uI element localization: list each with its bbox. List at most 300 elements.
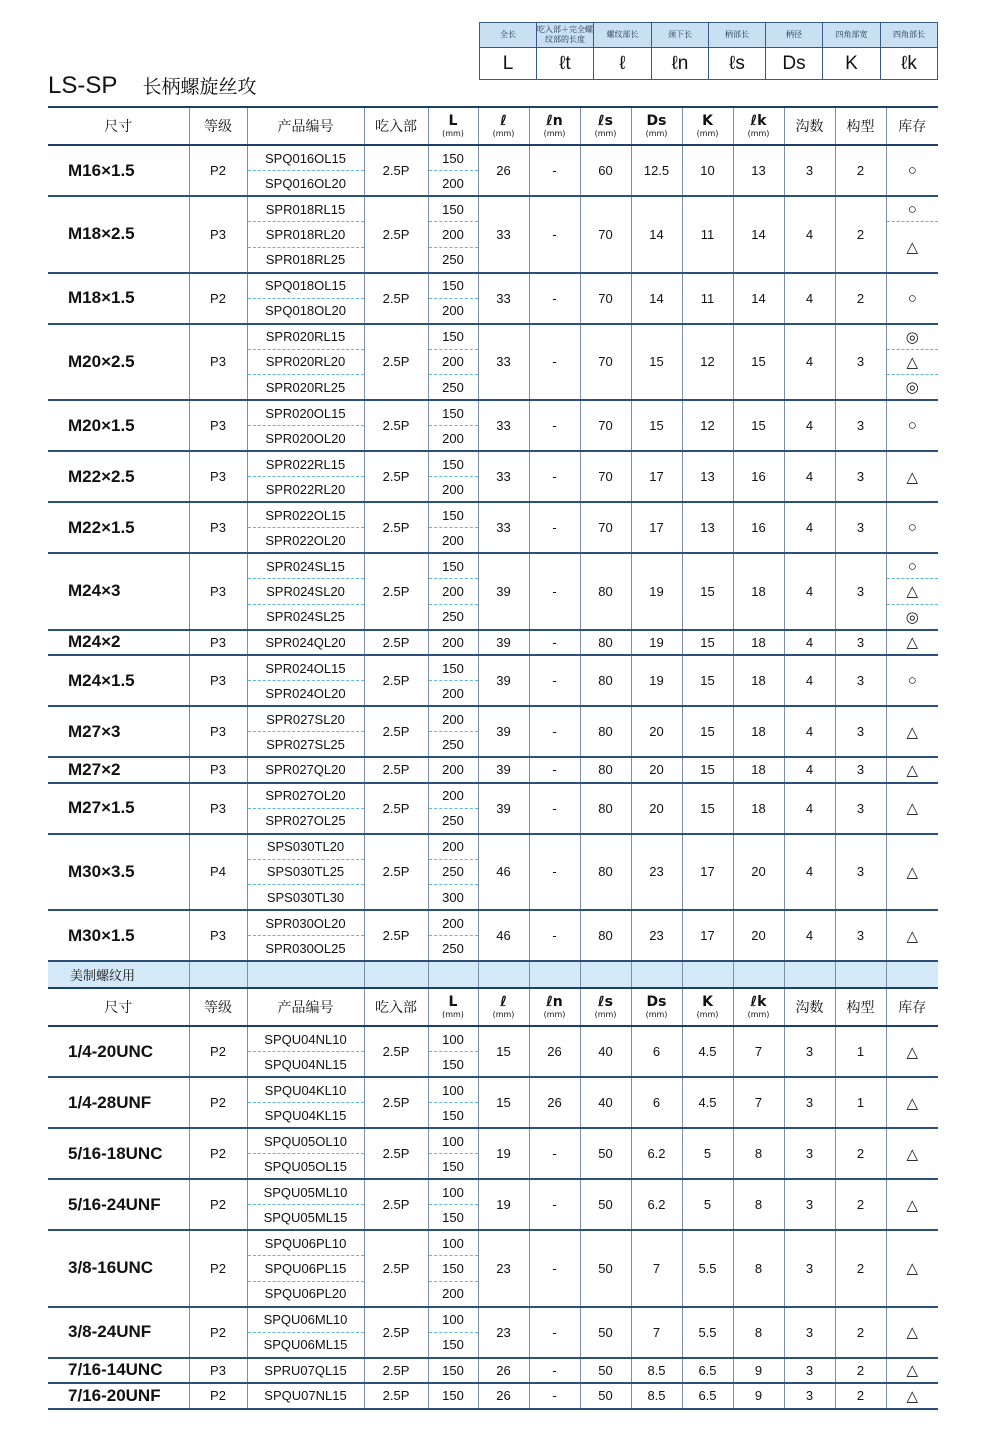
spec-type-cell: 2 <box>835 273 886 324</box>
length-cell: 150 <box>428 1103 478 1129</box>
column-header <box>733 107 784 145</box>
chamfer-cell: 2.5P <box>364 783 428 834</box>
grade-cell: P3 <box>189 783 247 834</box>
spec-flutes-cell: 4 <box>784 834 835 911</box>
spec-flutes-cell: 4 <box>784 783 835 834</box>
chamfer-cell: 2.5P <box>364 1026 428 1077</box>
product-code-cell: SPQ018OL15 <box>247 273 364 299</box>
spec-ds-cell: 8.5 <box>631 1383 682 1409</box>
length-cell: 150 <box>428 400 478 426</box>
spec-type-cell: 1 <box>835 1077 886 1128</box>
spec-lk-cell: 18 <box>733 655 784 706</box>
stock-cell: △ <box>886 1383 938 1409</box>
length-cell: 200 <box>428 757 478 783</box>
legend-label: 吃入部＋完全螺纹部的长度 <box>537 23 594 48</box>
spec-flutes-cell: 3 <box>784 1179 835 1230</box>
legend-label: 颈下长 <box>652 23 709 48</box>
column-unit: (mm) <box>696 1010 719 1019</box>
grade-cell: P3 <box>189 1358 247 1384</box>
product-code-cell: SPQU05OL10 <box>247 1128 364 1154</box>
grade-cell: P3 <box>189 324 247 401</box>
column-symbol: ℓ <box>500 994 507 1010</box>
length-cell: 150 <box>428 1154 478 1180</box>
column-header <box>631 107 682 145</box>
spec-ln-cell: - <box>529 1307 580 1358</box>
column-header <box>580 107 631 145</box>
column-header <box>733 988 784 1026</box>
column-header: 等级 <box>189 107 247 145</box>
column-unit: (mm) <box>645 129 668 138</box>
length-cell: 150 <box>428 273 478 299</box>
grade-cell: P3 <box>189 196 247 273</box>
length-cell: 150 <box>428 145 478 171</box>
product-code-cell: SPQU04NL15 <box>247 1052 364 1078</box>
spec-ls-cell: 70 <box>580 451 631 502</box>
product-code-cell: SPQU06PL10 <box>247 1230 364 1256</box>
grade-cell: P2 <box>189 145 247 196</box>
column-symbol: K <box>702 113 713 129</box>
spec-ls-cell: 50 <box>580 1307 631 1358</box>
spec-type-cell: 3 <box>835 324 886 401</box>
stock-cell: △ <box>886 451 938 502</box>
spec-ln-cell: 26 <box>529 1026 580 1077</box>
product-code-cell: SPQU06ML15 <box>247 1332 364 1358</box>
spec-lk-cell: 8 <box>733 1128 784 1179</box>
grade-cell: P2 <box>189 1230 247 1307</box>
product-code-cell: SPQU04NL10 <box>247 1026 364 1052</box>
product-code-cell: SPR024SL15 <box>247 553 364 579</box>
spec-ln-cell: - <box>529 145 580 196</box>
size-cell: M16×1.5 <box>48 145 189 196</box>
product-code-cell: SPS030TL20 <box>247 834 364 860</box>
length-cell: 250 <box>428 375 478 401</box>
stock-cell: △ <box>886 757 938 783</box>
size-cell: M27×2 <box>48 757 189 783</box>
spec-type-cell: 3 <box>835 910 886 961</box>
length-cell: 200 <box>428 681 478 707</box>
grade-cell: P2 <box>189 1179 247 1230</box>
spec-ls-cell: 70 <box>580 196 631 273</box>
length-cell: 100 <box>428 1026 478 1052</box>
product-code-cell: SPQU06ML10 <box>247 1307 364 1333</box>
subtitle-fill <box>247 961 364 988</box>
product-name: 长柄螺旋丝攻 <box>142 76 257 98</box>
stock-cell: △ <box>886 1179 938 1230</box>
spec-l-cell: 23 <box>478 1307 529 1358</box>
spec-ls-cell: 80 <box>580 706 631 757</box>
product-code-cell: SPR018RL25 <box>247 247 364 273</box>
spec-l-cell: 33 <box>478 324 529 401</box>
product-code-cell: SPQU05OL15 <box>247 1154 364 1180</box>
spec-ls-cell: 50 <box>580 1128 631 1179</box>
spec-ds-cell: 19 <box>631 630 682 656</box>
column-symbol: ℓs <box>598 113 613 129</box>
column-header: 库存 <box>886 107 938 145</box>
stock-cell: △ <box>886 783 938 834</box>
spec-flutes-cell: 4 <box>784 502 835 553</box>
length-cell: 200 <box>428 298 478 324</box>
table-row <box>48 783 938 809</box>
stock-cell: △ <box>886 222 938 273</box>
table-row <box>48 1307 938 1333</box>
column-symbol: ℓk <box>750 113 767 129</box>
spec-ds-cell: 23 <box>631 834 682 911</box>
spec-ln-cell: - <box>529 630 580 656</box>
spec-lk-cell: 18 <box>733 706 784 757</box>
table-row <box>48 451 938 477</box>
size-cell: M18×1.5 <box>48 273 189 324</box>
product-code-cell: SPR020RL15 <box>247 324 364 350</box>
size-cell: M18×2.5 <box>48 196 189 273</box>
chamfer-cell: 2.5P <box>364 451 428 502</box>
chamfer-cell: 2.5P <box>364 910 428 961</box>
size-cell: M27×1.5 <box>48 783 189 834</box>
spec-k-cell: 15 <box>682 630 733 656</box>
product-code-cell: SPQU07NL15 <box>247 1383 364 1409</box>
spec-flutes-cell: 4 <box>784 630 835 656</box>
spec-flutes-cell: 3 <box>784 1307 835 1358</box>
spec-k-cell: 15 <box>682 655 733 706</box>
chamfer-cell: 2.5P <box>364 1128 428 1179</box>
length-cell: 200 <box>428 477 478 503</box>
spec-ds-cell: 15 <box>631 324 682 401</box>
legend-symbol: L <box>480 48 537 80</box>
spec-l-cell: 19 <box>478 1179 529 1230</box>
spec-flutes-cell: 3 <box>784 145 835 196</box>
product-code-cell: SPR027SL20 <box>247 706 364 732</box>
column-header <box>529 988 580 1026</box>
product-code-cell: SPQU05ML15 <box>247 1205 364 1231</box>
spec-flutes-cell: 4 <box>784 655 835 706</box>
size-cell: M22×1.5 <box>48 502 189 553</box>
product-code-cell: SPR024QL20 <box>247 630 364 656</box>
length-cell: 200 <box>428 426 478 452</box>
product-code-cell: SPQU04KL10 <box>247 1077 364 1103</box>
legend-label: 四角部宽 <box>823 23 881 48</box>
length-cell: 150 <box>428 1358 478 1384</box>
spec-ln-cell: - <box>529 324 580 401</box>
spec-k-cell: 15 <box>682 706 733 757</box>
length-cell: 200 <box>428 528 478 554</box>
column-header: 等级 <box>189 988 247 1026</box>
spec-flutes-cell: 4 <box>784 273 835 324</box>
size-cell: M20×2.5 <box>48 324 189 401</box>
legend-symbol: K <box>823 48 881 80</box>
chamfer-cell: 2.5P <box>364 1230 428 1307</box>
spec-ds-cell: 12.5 <box>631 145 682 196</box>
spec-type-cell: 3 <box>835 553 886 630</box>
length-cell: 100 <box>428 1077 478 1103</box>
size-cell: M27×3 <box>48 706 189 757</box>
chamfer-cell: 2.5P <box>364 757 428 783</box>
spec-lk-cell: 14 <box>733 273 784 324</box>
spec-ds-cell: 14 <box>631 196 682 273</box>
spec-lk-cell: 16 <box>733 502 784 553</box>
table-row <box>48 1383 938 1409</box>
spec-k-cell: 4.5 <box>682 1026 733 1077</box>
product-code-cell: SPS030TL30 <box>247 885 364 911</box>
column-header: 产品编号 <box>247 988 364 1026</box>
spec-flutes-cell: 4 <box>784 196 835 273</box>
spec-l-cell: 33 <box>478 451 529 502</box>
product-code-cell: SPR020RL25 <box>247 375 364 401</box>
stock-cell: △ <box>886 1358 938 1384</box>
length-cell: 100 <box>428 1128 478 1154</box>
spec-l-cell: 39 <box>478 783 529 834</box>
spec-k-cell: 5.5 <box>682 1307 733 1358</box>
column-header: 库存 <box>886 988 938 1026</box>
length-cell: 250 <box>428 604 478 630</box>
spec-flutes-cell: 3 <box>784 1077 835 1128</box>
product-code-cell: SPR027SL25 <box>247 732 364 758</box>
column-symbol: Ds <box>646 113 667 129</box>
column-symbol: ℓ <box>500 113 507 129</box>
spec-ds-cell: 7 <box>631 1307 682 1358</box>
legend-symbol: ℓt <box>537 48 594 80</box>
spec-ds-cell: 20 <box>631 757 682 783</box>
spec-ls-cell: 80 <box>580 834 631 911</box>
size-cell: M22×2.5 <box>48 451 189 502</box>
column-unit: (mm) <box>594 1010 617 1019</box>
spec-k-cell: 15 <box>682 757 733 783</box>
column-unit: (mm) <box>442 129 464 138</box>
length-cell: 200 <box>428 1281 478 1307</box>
spec-l-cell: 26 <box>478 145 529 196</box>
spec-type-cell: 2 <box>835 196 886 273</box>
spec-lk-cell: 20 <box>733 834 784 911</box>
spec-ls-cell: 40 <box>580 1077 631 1128</box>
table-row <box>48 1026 938 1052</box>
column-header: 沟数 <box>784 988 835 1026</box>
length-cell: 200 <box>428 349 478 375</box>
spec-flutes-cell: 4 <box>784 757 835 783</box>
subtitle-fill <box>580 961 631 988</box>
table-row <box>48 400 938 426</box>
spec-k-cell: 12 <box>682 324 733 401</box>
grade-cell: P3 <box>189 400 247 451</box>
subtitle-fill <box>189 961 247 988</box>
stock-cell: △ <box>886 1077 938 1128</box>
spec-ds-cell: 19 <box>631 553 682 630</box>
column-header <box>478 988 529 1026</box>
spec-ds-cell: 14 <box>631 273 682 324</box>
spec-ds-cell: 20 <box>631 706 682 757</box>
spec-ls-cell: 70 <box>580 502 631 553</box>
table-row <box>48 706 938 732</box>
stock-cell: ○ <box>886 145 938 196</box>
column-symbol: ℓs <box>598 994 613 1010</box>
spec-flutes-cell: 4 <box>784 910 835 961</box>
spec-k-cell: 5 <box>682 1128 733 1179</box>
spec-ls-cell: 80 <box>580 630 631 656</box>
stock-cell: △ <box>886 1026 938 1077</box>
table-row <box>48 1077 938 1103</box>
chamfer-cell: 2.5P <box>364 324 428 401</box>
column-header: 尺寸 <box>48 107 189 145</box>
spec-l-cell: 39 <box>478 757 529 783</box>
legend-label: 柄径 <box>766 23 823 48</box>
column-unit: (mm) <box>543 129 566 138</box>
column-header <box>682 107 733 145</box>
column-unit: (mm) <box>442 1010 464 1019</box>
spec-flutes-cell: 3 <box>784 1128 835 1179</box>
length-cell: 150 <box>428 324 478 350</box>
spec-ln-cell: - <box>529 273 580 324</box>
column-header <box>478 107 529 145</box>
legend-label: 柄部长 <box>709 23 766 48</box>
column-symbol: ℓn <box>546 994 563 1010</box>
spec-lk-cell: 9 <box>733 1358 784 1384</box>
spec-l-cell: 33 <box>478 196 529 273</box>
column-symbol: ℓn <box>546 113 563 129</box>
grade-cell: P2 <box>189 1383 247 1409</box>
table-row <box>48 1230 938 1256</box>
column-unit: (mm) <box>645 1010 668 1019</box>
grade-cell: P3 <box>189 757 247 783</box>
subtitle-fill <box>478 961 529 988</box>
length-cell: 200 <box>428 630 478 656</box>
spec-flutes-cell: 4 <box>784 553 835 630</box>
spec-l-cell: 15 <box>478 1077 529 1128</box>
spec-type-cell: 3 <box>835 630 886 656</box>
spec-lk-cell: 9 <box>733 1383 784 1409</box>
column-unit: (mm) <box>594 129 617 138</box>
length-cell: 100 <box>428 1230 478 1256</box>
grade-cell: P3 <box>189 910 247 961</box>
stock-cell: △ <box>886 1307 938 1358</box>
chamfer-cell: 2.5P <box>364 706 428 757</box>
table-row <box>48 1128 938 1154</box>
subtitle-fill <box>529 961 580 988</box>
spec-ds-cell: 20 <box>631 783 682 834</box>
product-code-cell: SPR024SL20 <box>247 579 364 605</box>
length-cell: 150 <box>428 196 478 222</box>
column-header <box>580 988 631 1026</box>
product-code-cell: SPR018RL20 <box>247 222 364 248</box>
column-symbol: L <box>448 994 458 1010</box>
spec-lk-cell: 16 <box>733 451 784 502</box>
spec-ls-cell: 80 <box>580 783 631 834</box>
spec-ds-cell: 19 <box>631 655 682 706</box>
product-code-cell: SPQU06PL15 <box>247 1256 364 1282</box>
column-symbol: ℓk <box>750 994 767 1010</box>
product-code-cell: SPR022RL15 <box>247 451 364 477</box>
grade-cell: P2 <box>189 1026 247 1077</box>
legend-label: 四角部长 <box>881 23 938 48</box>
spec-ln-cell: - <box>529 1230 580 1307</box>
spec-lk-cell: 15 <box>733 324 784 401</box>
spec-ls-cell: 40 <box>580 1026 631 1077</box>
column-unit: (mm) <box>543 1010 566 1019</box>
product-code-cell: SPR030OL25 <box>247 936 364 962</box>
length-cell: 150 <box>428 1332 478 1358</box>
column-header: 吃入部 <box>364 988 428 1026</box>
spec-ls-cell: 80 <box>580 553 631 630</box>
stock-cell: △ <box>886 1128 938 1179</box>
column-header <box>631 988 682 1026</box>
spec-type-cell: 3 <box>835 783 886 834</box>
stock-cell: △ <box>886 706 938 757</box>
spec-lk-cell: 7 <box>733 1077 784 1128</box>
spec-k-cell: 13 <box>682 502 733 553</box>
length-cell: 150 <box>428 502 478 528</box>
product-code-cell: SPQU04KL15 <box>247 1103 364 1129</box>
chamfer-cell: 2.5P <box>364 1383 428 1409</box>
spec-ds-cell: 15 <box>631 400 682 451</box>
product-code-cell: SPR024SL25 <box>247 604 364 630</box>
length-cell: 250 <box>428 859 478 885</box>
spec-k-cell: 4.5 <box>682 1077 733 1128</box>
spec-lk-cell: 18 <box>733 630 784 656</box>
spec-type-cell: 2 <box>835 1358 886 1384</box>
size-cell: 5/16-18UNC <box>48 1128 189 1179</box>
column-header: 构型 <box>835 988 886 1026</box>
spec-ds-cell: 17 <box>631 502 682 553</box>
table-row <box>48 502 938 528</box>
spec-ds-cell: 7 <box>631 1230 682 1307</box>
legend-label: 全长 <box>480 23 537 48</box>
column-header: 构型 <box>835 107 886 145</box>
spec-lk-cell: 20 <box>733 910 784 961</box>
grade-cell: P2 <box>189 1077 247 1128</box>
table-row <box>48 196 938 222</box>
subtitle-fill <box>428 961 478 988</box>
product-code-cell: SPR027OL25 <box>247 808 364 834</box>
subtitle-fill <box>682 961 733 988</box>
spec-lk-cell: 13 <box>733 145 784 196</box>
spec-ln-cell: - <box>529 1383 580 1409</box>
product-code-cell: SPR027QL20 <box>247 757 364 783</box>
legend-labels-row <box>480 23 938 48</box>
spec-k-cell: 15 <box>682 783 733 834</box>
table-row <box>48 1179 938 1205</box>
chamfer-cell: 2.5P <box>364 834 428 911</box>
spec-l-cell: 26 <box>478 1358 529 1384</box>
spec-ln-cell: - <box>529 757 580 783</box>
length-cell: 150 <box>428 1205 478 1231</box>
spec-l-cell: 39 <box>478 706 529 757</box>
spec-ls-cell: 50 <box>580 1383 631 1409</box>
product-code-cell: SPR018RL15 <box>247 196 364 222</box>
length-cell: 250 <box>428 732 478 758</box>
spec-flutes-cell: 4 <box>784 324 835 401</box>
spec-ln-cell: - <box>529 1179 580 1230</box>
table-row <box>48 273 938 299</box>
column-unit: (mm) <box>747 1010 770 1019</box>
subtitle-fill <box>631 961 682 988</box>
grade-cell: P3 <box>189 706 247 757</box>
spec-l-cell: 23 <box>478 1230 529 1307</box>
size-cell: 1/4-28UNF <box>48 1077 189 1128</box>
spec-type-cell: 3 <box>835 834 886 911</box>
product-code-cell: SPQU06PL20 <box>247 1281 364 1307</box>
spec-ls-cell: 70 <box>580 400 631 451</box>
spec-l-cell: 39 <box>478 655 529 706</box>
column-header: 尺寸 <box>48 988 189 1026</box>
spec-l-cell: 39 <box>478 630 529 656</box>
spec-ls-cell: 50 <box>580 1230 631 1307</box>
spec-lk-cell: 14 <box>733 196 784 273</box>
spec-ds-cell: 6.2 <box>631 1179 682 1230</box>
length-cell: 150 <box>428 1383 478 1409</box>
spec-ln-cell: - <box>529 655 580 706</box>
spec-type-cell: 2 <box>835 145 886 196</box>
product-code-cell: SPR020OL15 <box>247 400 364 426</box>
product-code-cell: SPR027OL20 <box>247 783 364 809</box>
spec-type-cell: 2 <box>835 1230 886 1307</box>
column-unit: (mm) <box>696 129 719 138</box>
spec-flutes-cell: 4 <box>784 400 835 451</box>
